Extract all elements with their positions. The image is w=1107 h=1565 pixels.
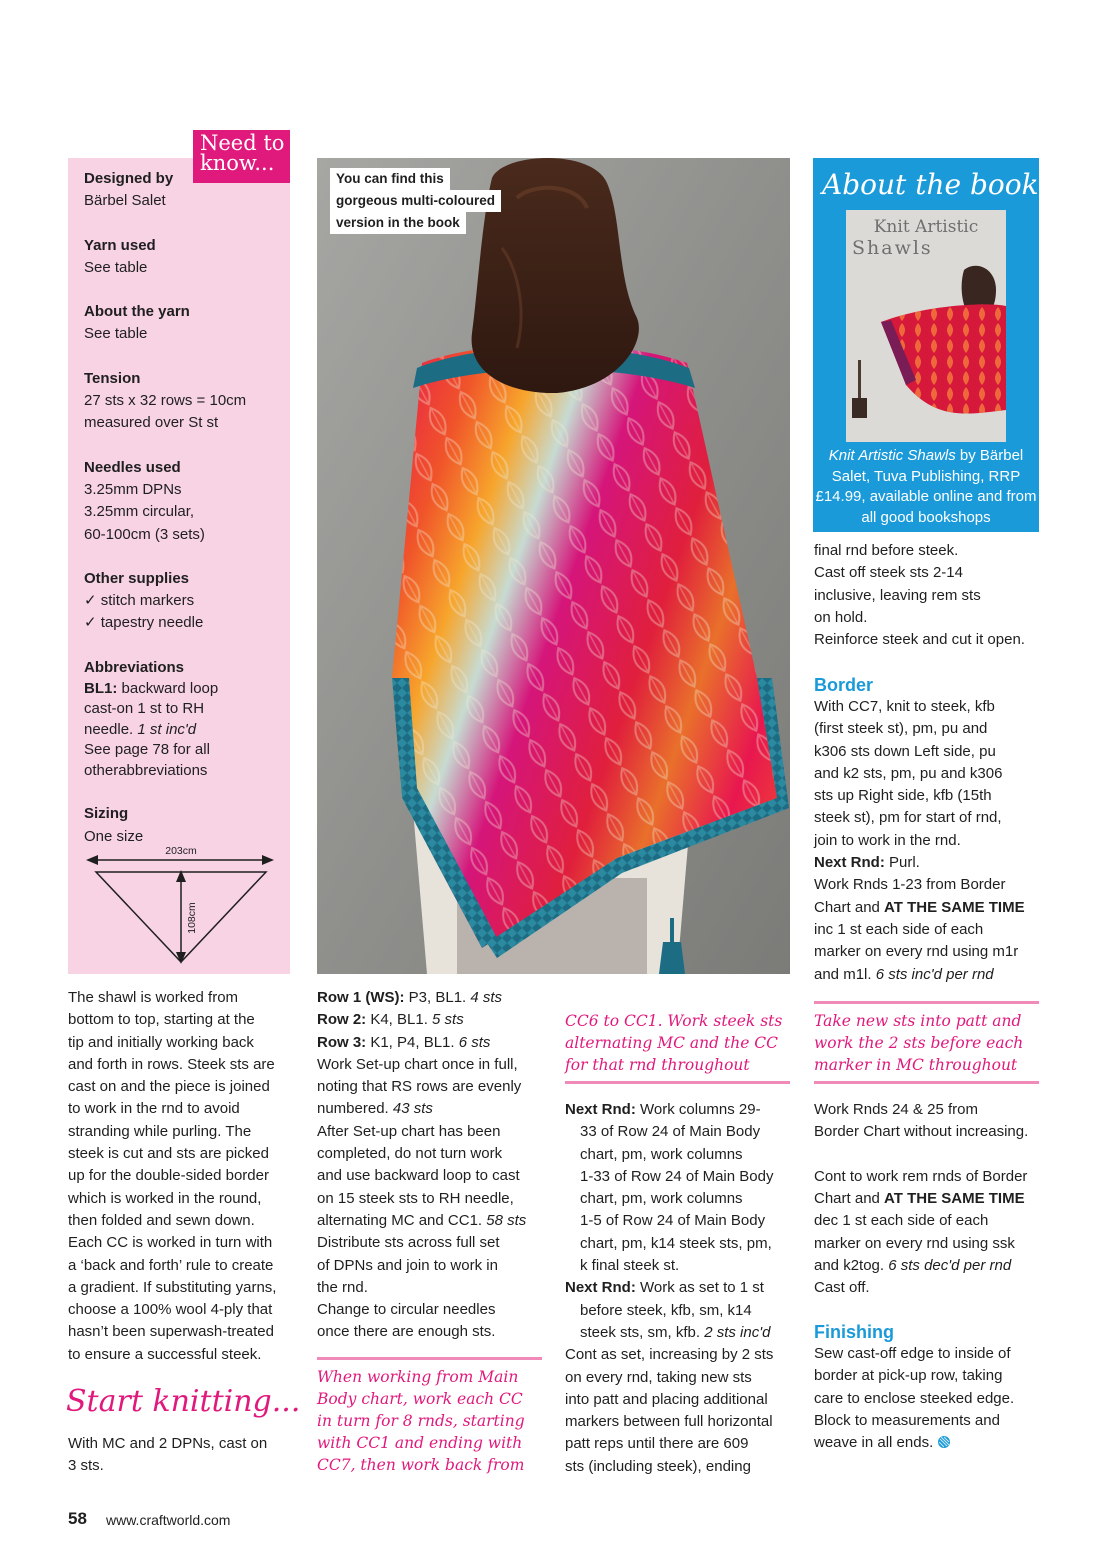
- text-line: (first steek st), pm, pu and: [814, 720, 988, 738]
- text-line: up for the double-sided border: [68, 1167, 269, 1185]
- col4-finishing-section: [814, 1321, 1054, 1454]
- yarn-used-value: See table: [84, 258, 148, 276]
- text-line: Cont to work rem rnds of Border: [814, 1167, 1028, 1185]
- text-span: Purl.: [884, 854, 920, 872]
- yarn-used-section: [84, 235, 280, 280]
- col1-intro: [68, 987, 293, 1366]
- text-span: Work as set to 1 st: [635, 1279, 764, 1297]
- cover-title-line-1: Knit Artistic: [873, 217, 979, 237]
- text-line: bottom to top, starting at the: [68, 1011, 255, 1029]
- pull-quote-line: alternating MC and the CC: [565, 1034, 779, 1052]
- next-rnd-label: Next Rnd:: [814, 854, 885, 872]
- text-line: Work Rnds 1-23 from Border: [814, 876, 1006, 894]
- text-span: weave in all ends.: [814, 1434, 938, 1452]
- photo-caption: [330, 168, 501, 234]
- text-line: which is worked in the round,: [68, 1189, 262, 1207]
- supplies-section: [84, 568, 280, 635]
- emphasis: AT THE SAME TIME: [884, 1190, 1025, 1208]
- text-line: completed, do not turn work: [317, 1145, 503, 1163]
- text-line: [317, 1210, 547, 1232]
- tension-section: [84, 368, 280, 435]
- text-line: [317, 1098, 547, 1120]
- row-1-instruction: [317, 987, 547, 1009]
- pull-quote-rule: [814, 1001, 1039, 1004]
- pull-quote-line: for that rnd throughout: [565, 1056, 750, 1074]
- start-knitting-heading: Start knitting...: [66, 1384, 301, 1419]
- text-line: chart, pm, k14 steek sts, pm,: [580, 1234, 772, 1252]
- pull-quote-rule: [565, 1081, 790, 1084]
- text-line: sts up Right side, kfb (15th: [814, 787, 992, 805]
- row-label: Row 2:: [317, 1011, 367, 1029]
- needles-line: 60-100cm (3 sets): [84, 525, 205, 543]
- pull-quote-line: with CC1 and ending with: [317, 1434, 523, 1452]
- needles-heading: Needles used: [84, 458, 181, 476]
- col2-text: [317, 987, 547, 1344]
- caption-line: gorgeous multi-coloured: [330, 190, 501, 212]
- text-line: Work Rnds 24 & 25 from: [814, 1101, 978, 1118]
- text-line: After Set-up chart has been: [317, 1122, 501, 1140]
- yarn-used-heading: Yarn used: [84, 236, 156, 254]
- text-line: 1-5 of Row 24 of Main Body: [580, 1212, 766, 1230]
- text-line: Distribute sts across full set: [317, 1234, 500, 1252]
- text-line: choose a 100% wool 4-ply that: [68, 1301, 273, 1319]
- text-line: Each CC is worked in turn with: [68, 1234, 273, 1252]
- text-line: [814, 897, 1049, 919]
- next-rnd-instruction: [814, 852, 1049, 874]
- book-caption-text: by Bärbel Salet, Tuva Publishing, RRP £14.99, available online and from all good bookshops: [815, 447, 1037, 526]
- spacer: [814, 1144, 1054, 1166]
- next-rnd-label: Next Rnd:: [565, 1101, 636, 1118]
- shawl-photo: [317, 158, 790, 974]
- text-line: care to enclose steeked edge.: [814, 1389, 1015, 1407]
- book-cover-image: [846, 210, 1006, 442]
- sizing-heading: Sizing: [84, 805, 129, 823]
- needles-line: 3.25mm circular,: [84, 503, 195, 521]
- next-rnd-label: Next Rnd:: [565, 1279, 636, 1297]
- caption-line: You can find this: [330, 168, 450, 190]
- text-line: border at pick-up row, taking: [814, 1367, 1003, 1385]
- text-line: to work in the rnd to avoid: [68, 1100, 240, 1118]
- pull-quote-line: CC6 to CC1. Work steek sts: [565, 1012, 783, 1030]
- col4-bottom-text: [814, 1099, 1054, 1300]
- text-line: and k2 sts, pm, pu and k306: [814, 764, 1003, 782]
- text-line: then folded and sewn down.: [68, 1211, 255, 1229]
- sizing-diagram: [86, 840, 276, 970]
- stitch-count: 6 sts dec'd per rnd: [888, 1257, 1012, 1275]
- border-heading: Border: [814, 675, 874, 695]
- row-count: 4 sts: [470, 989, 503, 1006]
- pull-quote-line: Body chart, work each CC: [317, 1390, 523, 1408]
- text-line: tip and initially working back: [68, 1033, 254, 1051]
- text-line: noting that RS rows are evenly: [317, 1078, 522, 1096]
- cover-title-line-2: Shawls: [852, 237, 933, 259]
- text-line: a gradient. If substituting yarns,: [68, 1278, 277, 1296]
- footer-url: www.craftworld.com: [106, 1512, 231, 1528]
- badge-line-1: Need to: [200, 131, 285, 155]
- col4-top-text: [814, 540, 1049, 651]
- finishing-heading: Finishing: [814, 1322, 894, 1342]
- col3-pull-quote: [565, 1010, 795, 1076]
- tension-heading: Tension: [84, 369, 141, 387]
- col3-text: [565, 1099, 800, 1478]
- text-line: Block to measurements and: [814, 1411, 1000, 1429]
- text-span: numbered.: [317, 1100, 393, 1118]
- text-line: [565, 1322, 800, 1344]
- text-line: a ‘back and forth’ rule to create: [68, 1256, 274, 1274]
- needles-section: [84, 457, 280, 546]
- text-line: k final steek st.: [580, 1257, 680, 1275]
- stitch-count: 58 sts: [486, 1211, 527, 1229]
- col1-start-text: [68, 1433, 293, 1478]
- about-yarn-heading: About the yarn: [84, 303, 190, 321]
- text-line: final rnd before steek.: [814, 542, 959, 559]
- text-line: 33 of Row 24 of Main Body: [580, 1123, 761, 1141]
- text-line: Cast off.: [814, 1279, 870, 1297]
- bl1-count: 1 st inc'd: [137, 720, 197, 738]
- text-line: steek st), pm for start of rnd,: [814, 809, 1002, 827]
- text-line: 3 sts.: [68, 1457, 104, 1475]
- text-span: Work columns 29-: [635, 1101, 761, 1118]
- next-rnd-instruction: [565, 1099, 800, 1121]
- text-line: markers between full horizontal: [565, 1413, 773, 1431]
- text-line: 1-33 of Row 24 of Main Body: [580, 1167, 774, 1185]
- text-line: cast on and the piece is joined: [68, 1078, 270, 1096]
- text-line: before steek, kfb, sm, k14: [580, 1301, 752, 1319]
- designed-by-heading: Designed by: [84, 170, 174, 187]
- stitch-count: 2 sts inc'd: [704, 1323, 771, 1341]
- sizing-value: One size: [84, 827, 144, 845]
- text-line: [814, 1188, 1054, 1210]
- caption-line: version in the book: [330, 212, 466, 234]
- designer-name: Bärbel Salet: [84, 192, 166, 210]
- text-line: patt reps until there are 609: [565, 1435, 749, 1453]
- text-line: Cont as set, increasing by 2 sts: [565, 1346, 774, 1364]
- pull-quote-rule: [317, 1357, 542, 1360]
- text-line: stranding while purling. The: [68, 1122, 252, 1140]
- row-text: K4, BL1.: [366, 1011, 433, 1029]
- text-line: With MC and 2 DPNs, cast on: [68, 1435, 268, 1452]
- text-line: of DPNs and join to work in: [317, 1256, 498, 1274]
- text-line: on 15 steek sts to RH needle,: [317, 1189, 514, 1207]
- bl1-definition: [84, 679, 254, 782]
- text-line: Cast off steek sts 2-14: [814, 564, 963, 582]
- emphasis: AT THE SAME TIME: [884, 898, 1025, 916]
- pull-quote-line: in turn for 8 rnds, starting: [317, 1412, 525, 1430]
- text-line: Border Chart without increasing.: [814, 1123, 1029, 1141]
- text-line: k306 sts down Left side, pu: [814, 742, 996, 760]
- text-span: and m1l.: [814, 965, 876, 983]
- height-label: 108cm: [186, 902, 198, 934]
- stitch-count: 6 sts inc'd per rnd: [875, 965, 994, 983]
- text-line: [814, 1432, 1054, 1454]
- text-line: inc 1 st each side of each: [814, 920, 984, 938]
- bl1-term: BL1:: [84, 679, 118, 697]
- text-line: and forth in rows. Steek sts are: [68, 1055, 275, 1073]
- pull-quote-line: When working from Main: [317, 1368, 519, 1386]
- col4-border-section: [814, 674, 1049, 986]
- about-book-title: About the book: [822, 168, 1039, 201]
- col2-pull-quote: [317, 1366, 547, 1476]
- text-line: Change to circular needles: [317, 1301, 496, 1319]
- text-line: join to work in the rnd.: [814, 831, 961, 849]
- badge-line-2: know...: [200, 151, 275, 175]
- row-label: Row 3:: [317, 1033, 367, 1051]
- text-line: once there are enough sts.: [317, 1323, 496, 1341]
- abbreviations-heading: Abbreviations: [84, 658, 185, 676]
- needles-line: 3.25mm DPNs: [84, 480, 182, 498]
- text-line: into patt and placing additional: [565, 1390, 768, 1408]
- row-count: 5 sts: [432, 1011, 464, 1029]
- book-caption: [813, 446, 1039, 528]
- text-line: and use backward loop to cast: [317, 1167, 520, 1185]
- supply-item: ✓ tapestry needle: [84, 612, 280, 634]
- row-label: Row 1 (WS):: [317, 989, 405, 1006]
- row-count: 6 sts: [458, 1033, 491, 1051]
- text-line: Sew cast-off edge to inside of: [814, 1345, 1011, 1362]
- pull-quote-line: marker in MC throughout: [814, 1056, 1018, 1074]
- row-3-instruction: [317, 1032, 547, 1054]
- shawl-photo-illustration: [317, 158, 790, 974]
- text-line: dec 1 st each side of each: [814, 1212, 989, 1230]
- text-line: on every rnd, taking new sts: [565, 1368, 752, 1386]
- text-line: sts (including steek), ending: [565, 1457, 751, 1475]
- col4-pull-quote: [814, 1010, 1049, 1076]
- text-span: Chart and: [814, 1190, 885, 1208]
- text-line: Work Set-up chart once in full,: [317, 1055, 518, 1073]
- stitch-count: 43 sts: [392, 1100, 433, 1118]
- book-caption-title: Knit Artistic Shawls: [828, 447, 956, 464]
- text-line: the rnd.: [317, 1278, 368, 1296]
- page-number: 58: [68, 1509, 87, 1528]
- text-span: Chart and: [814, 898, 885, 916]
- row-2-instruction: [317, 1009, 547, 1031]
- supply-item: ✓ stitch markers: [84, 590, 280, 612]
- about-yarn-section: [84, 301, 280, 346]
- text-line: The shawl is worked from: [68, 989, 239, 1006]
- yarn-ball-icon: [937, 1435, 951, 1449]
- need-to-know-content: [84, 168, 280, 848]
- text-line: chart, pm, work columns: [580, 1145, 743, 1163]
- text-span: alternating MC and CC1.: [317, 1211, 487, 1229]
- pull-quote-line: Take new sts into patt and: [814, 1012, 1022, 1030]
- tension-line: measured over St st: [84, 414, 219, 432]
- pull-quote-rule: [814, 1081, 1039, 1084]
- pull-quote-line: CC7, then work back from: [317, 1456, 525, 1474]
- next-rnd-instruction: [565, 1277, 800, 1299]
- designed-by-section: [84, 168, 280, 213]
- width-label: 203cm: [165, 845, 197, 857]
- supplies-heading: Other supplies: [84, 569, 190, 587]
- about-yarn-value: See table: [84, 325, 148, 343]
- text-line: steek is cut and sts are picked: [68, 1145, 269, 1163]
- text-line: chart, pm, work columns: [580, 1190, 743, 1208]
- text-line: With CC7, knit to steek, kfb: [814, 698, 995, 715]
- abbreviations-section: [84, 657, 280, 782]
- text-span: steek sts, sm, kfb.: [580, 1323, 705, 1341]
- text-line: marker on every rnd using m1r: [814, 943, 1019, 961]
- bl1-def: backward loop cast-on 1 st to RH needle.: [84, 679, 219, 738]
- text-line: Reinforce steek and cut it open.: [814, 631, 1025, 649]
- text-line: hasn’t been superwash-treated: [68, 1323, 274, 1341]
- row-text: K1, P4, BL1.: [366, 1033, 459, 1051]
- text-line: marker on every rnd using ssk: [814, 1234, 1015, 1252]
- text-line: on hold.: [814, 608, 868, 626]
- tension-line: 27 sts x 32 rows = 10cm: [84, 392, 247, 410]
- text-span: and k2tog.: [814, 1257, 889, 1275]
- see-page-note: See page 78 for all otherabbreviations: [84, 741, 210, 779]
- row-text: P3, BL1.: [404, 989, 471, 1006]
- text-line: [814, 964, 1049, 986]
- text-line: to ensure a successful steek.: [68, 1345, 262, 1363]
- text-line: inclusive, leaving rem sts: [814, 586, 981, 604]
- pull-quote-line: work the 2 sts before each: [814, 1034, 1024, 1052]
- text-line: [814, 1255, 1054, 1277]
